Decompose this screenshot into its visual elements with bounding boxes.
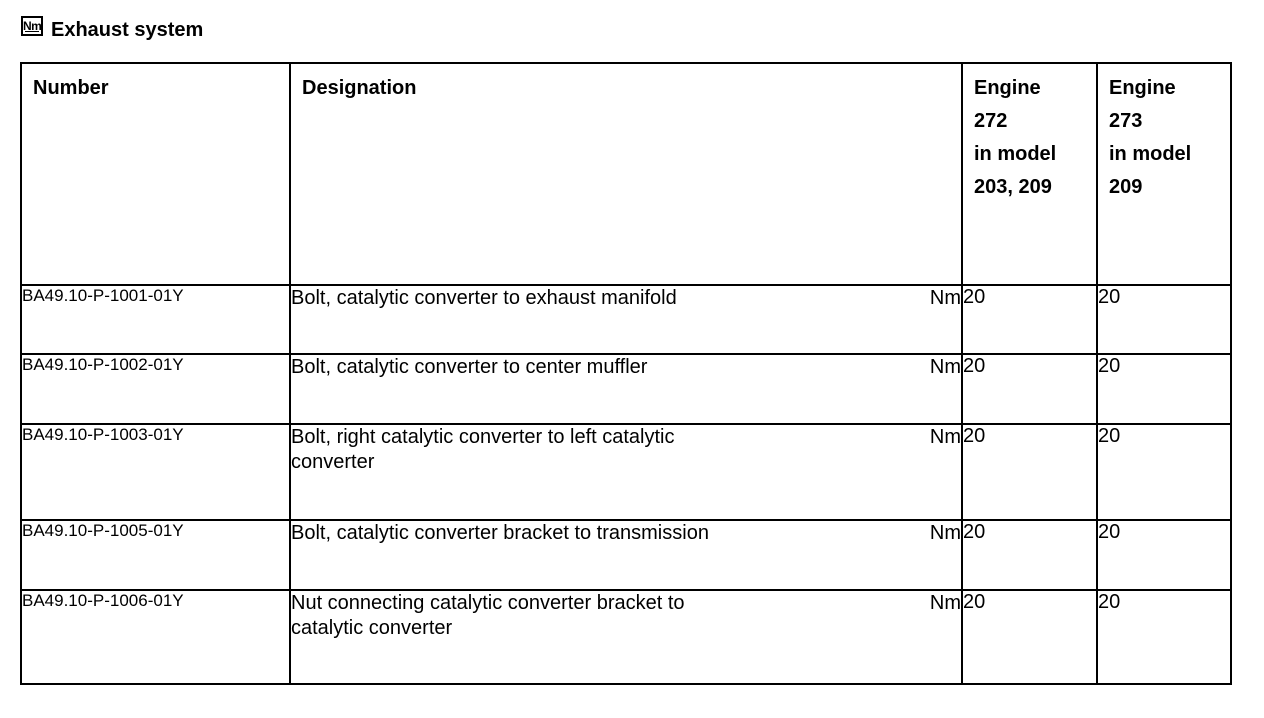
header-engine-272-line: Engine — [974, 77, 1041, 99]
header-engine-273-line: Engine — [1109, 77, 1176, 99]
designation-text: Nut connecting catalytic converter bracket to catalytic converter — [291, 592, 685, 639]
header-engine-273-line: 273 — [1109, 110, 1143, 132]
header-engine-273-line: 209 — [1109, 176, 1143, 198]
header-engine-272-line: in model — [974, 143, 1057, 165]
section-title: Exhaust system — [51, 19, 204, 41]
cell-designation — [290, 354, 962, 424]
unit-label: Nm — [929, 522, 961, 544]
table-row — [21, 424, 1231, 520]
header-engine-272 — [962, 63, 1097, 285]
cell-number: BA49.10-P-1006-01Y — [21, 590, 290, 684]
unit-label: Nm — [929, 356, 961, 378]
designation-text: Bolt, catalytic converter to exhaust manifold — [291, 287, 677, 309]
unit-label: Nm — [929, 426, 961, 448]
cell-engine-273: 20 — [1097, 354, 1231, 424]
designation-text: Bolt, catalytic converter to center muffler — [291, 356, 648, 378]
cell-designation — [290, 285, 962, 354]
cell-engine-272: 20 — [962, 354, 1097, 424]
unit-label: Nm — [929, 592, 961, 614]
table-row — [21, 590, 1231, 684]
table-row — [21, 285, 1231, 354]
cell-engine-273: 20 — [1097, 520, 1231, 590]
table-row — [21, 520, 1231, 590]
designation-text: Bolt, catalytic converter bracket to transmission — [291, 522, 709, 544]
unit-label: Nm — [929, 287, 961, 309]
cell-number: BA49.10-P-1002-01Y — [21, 354, 290, 424]
header-engine-273 — [1097, 63, 1231, 285]
cell-designation — [290, 590, 962, 684]
table-row — [21, 354, 1231, 424]
cell-designation — [290, 520, 962, 590]
cell-engine-272: 20 — [962, 590, 1097, 684]
designation-text: Bolt, right catalytic converter to left catalytic converter — [291, 426, 675, 473]
cell-engine-273: 20 — [1097, 424, 1231, 520]
header-number: Number — [21, 63, 290, 285]
cell-number: BA49.10-P-1003-01Y — [21, 424, 290, 520]
table-header-row — [21, 63, 1231, 285]
header-designation: Designation — [290, 63, 962, 285]
section-heading — [21, 15, 203, 42]
cell-designation — [290, 424, 962, 520]
cell-engine-272: 20 — [962, 424, 1097, 520]
header-engine-272-line: 203, 209 — [974, 176, 1052, 198]
header-engine-273-line: in model — [1109, 143, 1192, 165]
cell-engine-272: 20 — [962, 520, 1097, 590]
cell-engine-273: 20 — [1097, 285, 1231, 354]
cell-number: BA49.10-P-1001-01Y — [21, 285, 290, 354]
header-engine-272-line: 272 — [974, 110, 1008, 132]
cell-engine-272: 20 — [962, 285, 1097, 354]
cell-engine-273: 20 — [1097, 590, 1231, 684]
cell-number: BA49.10-P-1005-01Y — [21, 520, 290, 590]
torque-spec-table — [20, 62, 1232, 685]
torque-nm-icon: Nm — [21, 16, 43, 36]
